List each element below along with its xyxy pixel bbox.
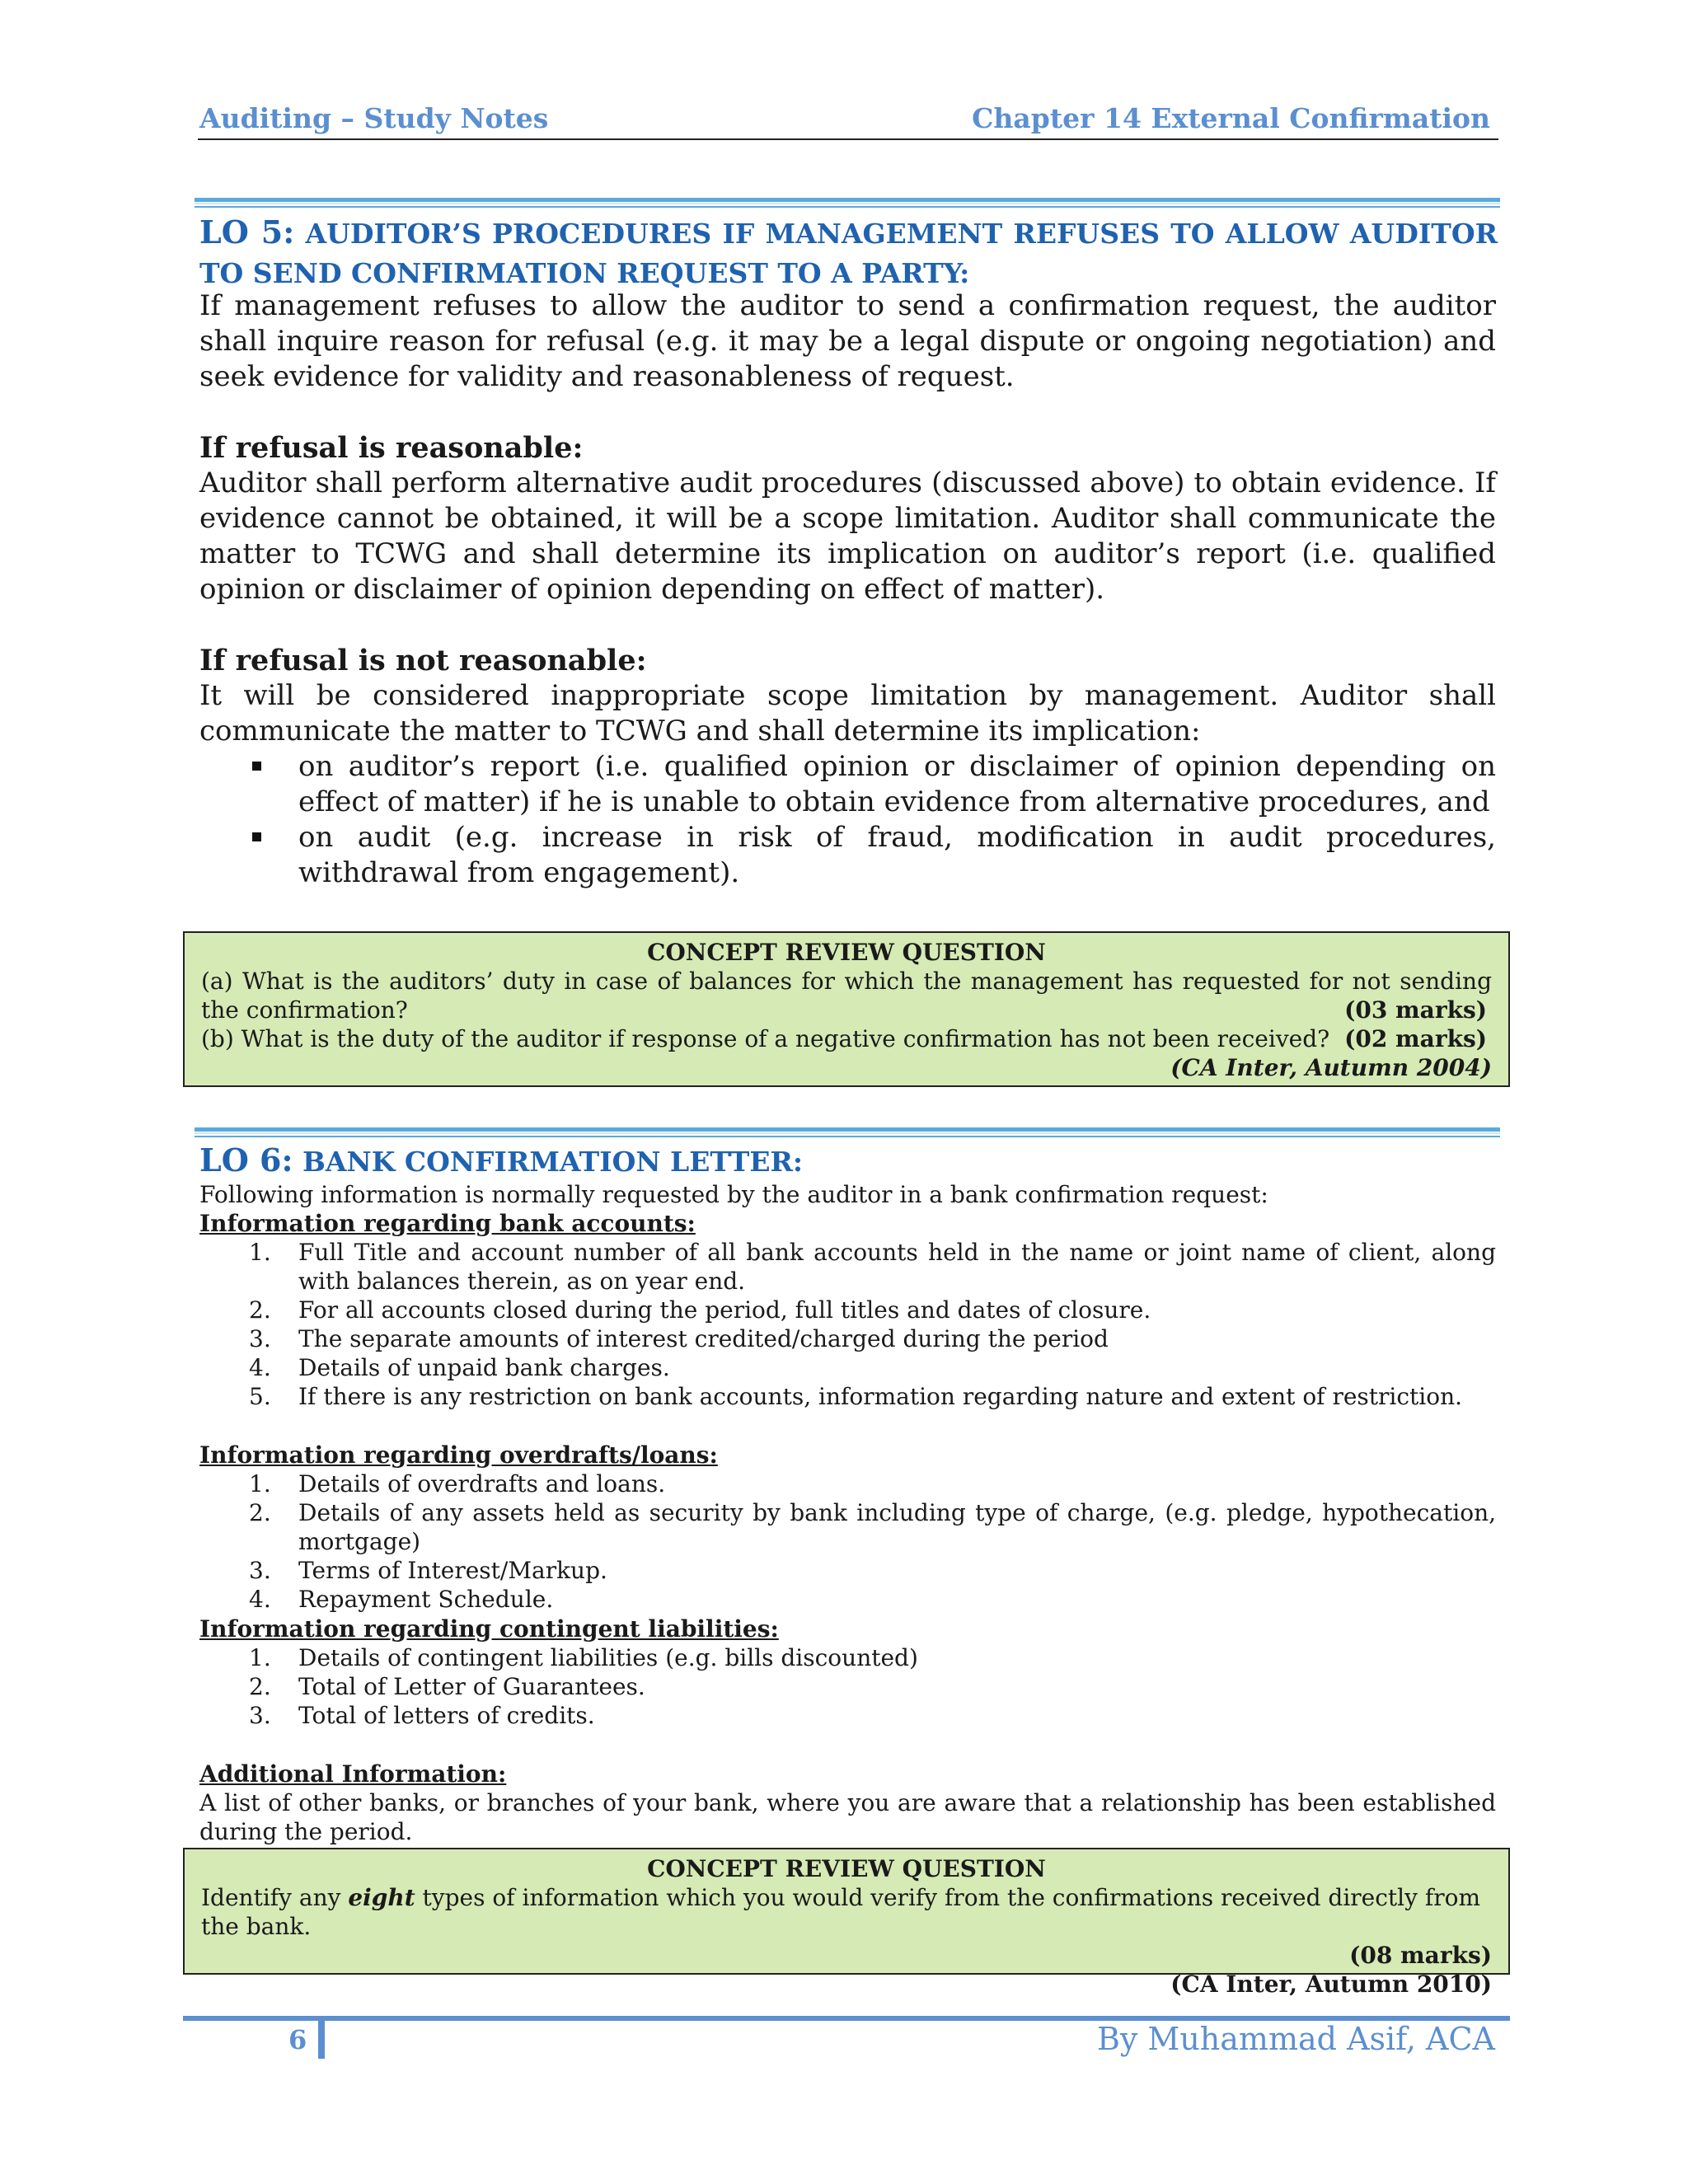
- header-subject: Auditing – Study Notes: [199, 102, 549, 134]
- crq-question: Identify any eight types of information which you would verify from the confirmations received directly from the bank.: [201, 1884, 1481, 1940]
- lo5-intro: If management refuses to allow the auditor to send a confirmation request, the auditor shall inquire reason for refusal (e.g. it may be a legal dispute or ongoing negotiation) and seek evidence for validity and reasonableness of request.: [199, 289, 1496, 393]
- list-item: 3. Total of letters of credits.: [249, 1702, 595, 1729]
- lo5-title: AUDITOR’S PROCEDURES IF MANAGEMENT REFUSES TO ALLOW AUDITOR TO SEND CONFIRMATION REQUEST TO A PARTY:: [199, 218, 1498, 289]
- list-item: 2. For all accounts closed during the period, full titles and dates of closure.: [249, 1296, 1151, 1324]
- list-item: 1. Details of overdrafts and loans.: [249, 1470, 666, 1497]
- lo6-heading: [199, 1141, 1498, 1182]
- not-reasonable-text: It will be considered inappropriate scope limitation by management. Auditor shall communicate the matter to TCWG and shall determine its implication:: [199, 679, 1496, 748]
- implication-list: [199, 749, 1496, 891]
- section-divider: [195, 1127, 1500, 1137]
- contingent-list: [199, 1643, 1496, 1730]
- crq-source: (CA Inter, Autumn 2004): [1170, 1054, 1492, 1081]
- list-item: on audit (e.g. increase in risk of fraud, modification in audit procedures, withdrawal from engagement).: [199, 820, 1496, 891]
- list-item: on auditor’s report (i.e. qualified opinion or disclaimer of opinion depending on effect of matter) if he is unable to obtain evidence from alternative procedures, and: [199, 749, 1496, 820]
- accounts-heading: Information regarding bank accounts:: [199, 1210, 696, 1237]
- lo6-intro: Following information is normally requested by the auditor in a bank confirmation request:: [199, 1181, 1268, 1208]
- list-item: 1. Details of contingent liabilities (e.g. bills discounted): [249, 1644, 918, 1671]
- header-chapter: Chapter 14 External Confirmation: [972, 102, 1490, 134]
- crq-source: (CA Inter, Autumn 2010): [1170, 1971, 1492, 1998]
- lo6-number: LO 6:: [199, 1141, 293, 1179]
- bullet-square-icon: [252, 762, 261, 771]
- contingent-heading: Information regarding contingent liabilities:: [199, 1615, 779, 1643]
- reasonable-heading: If refusal is reasonable:: [199, 431, 584, 465]
- accounts-list: [199, 1238, 1496, 1411]
- page-header: [198, 97, 1498, 140]
- crq-marks: (08 marks): [1349, 1942, 1492, 1969]
- footer-author: By Muhammad Asif, ACA: [1096, 2021, 1495, 2057]
- reasonable-text: Auditor shall perform alternative audit procedures (discussed above) to obtain evidence. If evidence cannot be obtained, it will be a scope limitation. Auditor shall communicate the matter to TCWG and shall determine its implication on auditor’s report (i.e. qualified opinion or disclaimer of opinion depending on effect of matter).: [199, 466, 1496, 606]
- list-item: 1. Full Title and account number of all bank accounts held in the name or joint name of client, along with balances therein, as on year end.: [249, 1239, 1496, 1295]
- lo5-heading: [199, 213, 1498, 293]
- crq-emphasis: eight: [348, 1884, 415, 1911]
- list-item: 2. Total of Letter of Guarantees.: [249, 1673, 645, 1700]
- page-number: 6: [288, 2024, 307, 2055]
- bullet-square-icon: [252, 832, 261, 841]
- list-item: 4. Repayment Schedule.: [249, 1586, 554, 1613]
- footer-bar: [318, 2016, 325, 2059]
- concept-review-box-2: [183, 1848, 1510, 1998]
- concept-review-box-1: [183, 931, 1510, 1087]
- loans-list: [199, 1469, 1496, 1614]
- lo6-title: BANK CONFIRMATION LETTER:: [302, 1146, 804, 1178]
- not-reasonable-heading: If refusal is not reasonable:: [199, 644, 647, 677]
- crq-question-b: (b) What is the duty of the auditor if response of a negative confirmation has not been received? (02 marks): [201, 1025, 1487, 1052]
- additional-text: A list of other banks, or branches of your bank, where you are aware that a relationship has been established during the period.: [199, 1789, 1496, 1845]
- lo5-number: LO 5:: [199, 213, 295, 251]
- list-item: 3. The separate amounts of interest credited/charged during the period: [249, 1325, 1109, 1352]
- crq-question-a-marks: (03 marks): [1344, 996, 1487, 1024]
- list-item: 5. If there is any restriction on bank accounts, information regarding nature and extent of restriction.: [249, 1383, 1463, 1410]
- crq-question-b-marks: (02 marks): [1344, 1025, 1487, 1052]
- crq-title: CONCEPT REVIEW QUESTION: [647, 939, 1046, 966]
- list-item: 3. Terms of Interest/Markup.: [249, 1557, 607, 1584]
- additional-heading: Additional Information:: [199, 1760, 507, 1788]
- list-item: 2. Details of any assets held as security by bank including type of charge, (e.g. pledge, hypothecation, mortgage): [249, 1499, 1496, 1555]
- crq-question-a: (a) What is the auditors’ duty in case of balances for which the management has requested for not sending the confirmation?: [201, 968, 1492, 1024]
- list-item: 4. Details of unpaid bank charges.: [249, 1354, 670, 1381]
- loans-heading: Information regarding overdrafts/loans:: [199, 1441, 718, 1469]
- crq-title: CONCEPT REVIEW QUESTION: [647, 1855, 1046, 1882]
- section-divider: [195, 198, 1500, 208]
